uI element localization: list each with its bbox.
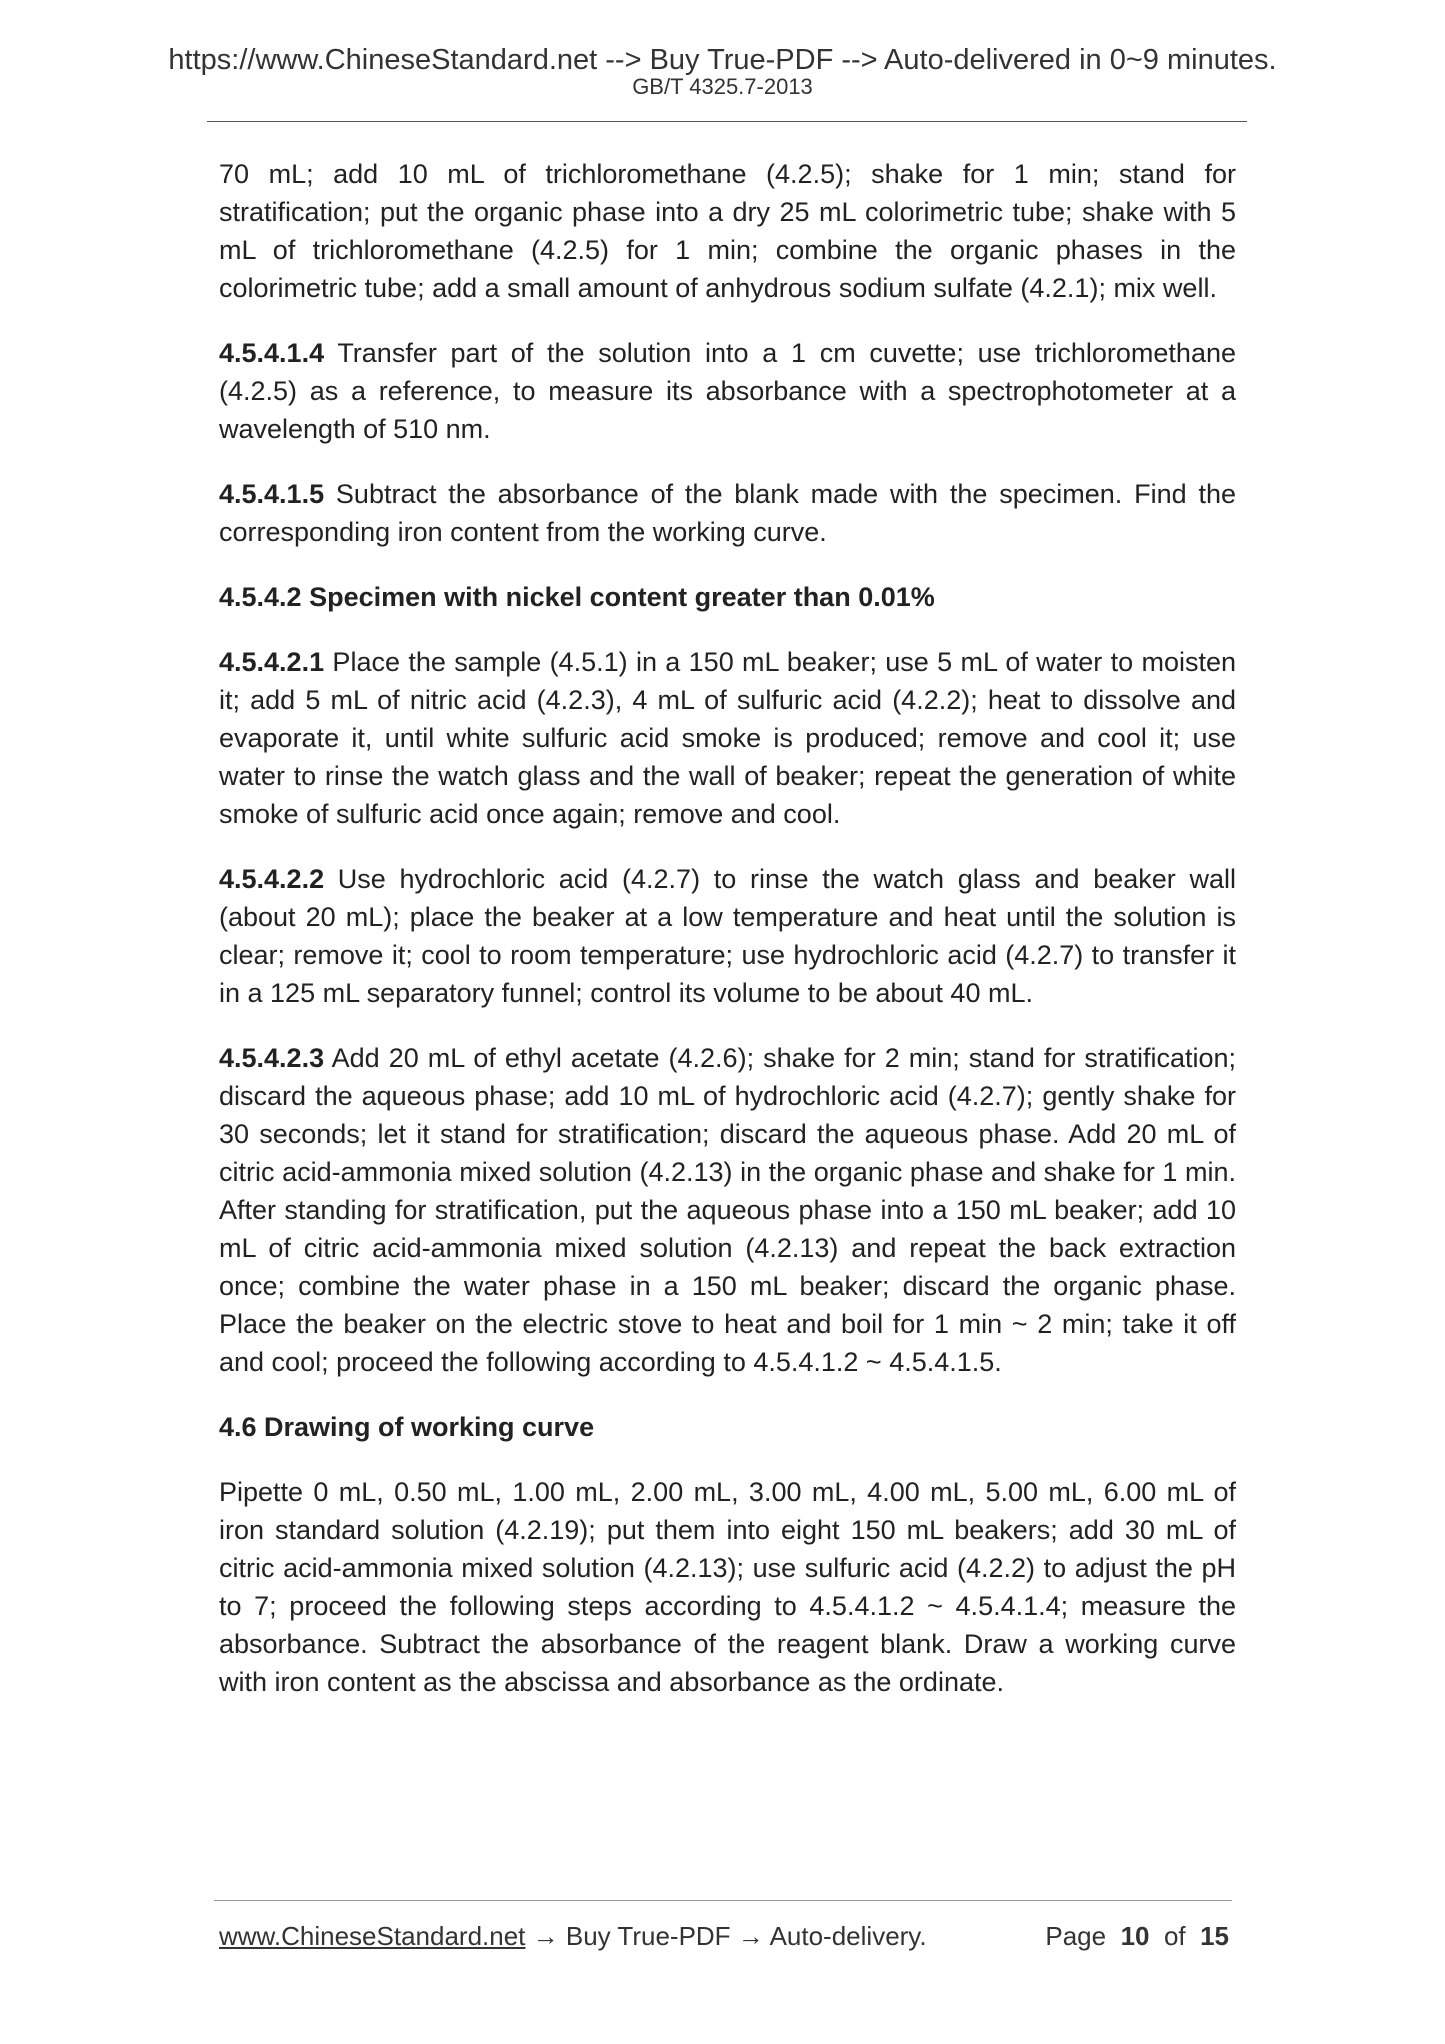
footer-tagline: → Buy True-PDF → Auto-delivery. (525, 1921, 927, 1951)
top-banner: https://www.ChineseStandard.net --> Buy True-PDF --> Auto-delivered in 0~9 minutes. (168, 44, 1277, 76)
page-total: 15 (1200, 1921, 1229, 1951)
page-label: Page (1045, 1921, 1107, 1951)
page-current: 10 (1120, 1921, 1150, 1951)
header-divider (207, 121, 1247, 122)
clause-number: 4.5.4.2.1 (219, 647, 325, 677)
paragraph-4-5-4-1-5 (219, 475, 1236, 551)
standard-code: GB/T 4325.7-2013 (632, 74, 813, 99)
clause-text: Add 20 mL of ethyl acetate (4.2.6); shake for 2 min; stand for stratification; discard the aqueous phase; add 10 mL of hydrochloric acid (4.2.7); gently shake for 30 seconds; let it stand for stratification; discard the aqueous phase. Add 20 mL of citric acid-ammonia mixed solution (4.2.13) in the organic phase and shake for 1 min. After standing for stratification, put the aqueous phase into a 150 mL beaker; add 10 mL of citric acid-ammonia mixed solution (4.2.13) and repeat the back extraction once; combine the water phase in a 150 mL beaker; discard the organic phase. Place the beaker on the electric stove to heat and boil for 1 min ~ 2 min; take it off and cool; proceed the following according to 4.5.4.1.2 ~ 4.5.4.1.5. (219, 1043, 1236, 1377)
website-link[interactable]: www.ChineseStandard.net (219, 1921, 526, 1951)
clause-number: 4.5.4.1.5 (219, 479, 325, 509)
paragraph-working-curve: Pipette 0 mL, 0.50 mL, 1.00 mL, 2.00 mL, 3.00 mL, 4.00 mL, 5.00 mL, 6.00 mL of iron standard solution (4.2.19); put them into eight 150 mL beakers; add 30 mL of citric acid-ammonia mixed solution (4.2.13); use sulfuric acid (4.2.2) to adjust the pH to 7; proceed the following steps according to 4.5.4.1.2 ~ 4.5.4.1.4; measure the absorbance. Subtract the absorbance of the reagent blank. Draw a working curve with iron content as the abscissa and absorbance as the ordinate. (219, 1477, 1236, 1697)
page-content (219, 155, 1236, 1728)
clause-number: 4.5.4.1.4 (219, 338, 325, 368)
paragraph-4-5-4-2-3 (219, 1039, 1236, 1381)
section-heading-4-6: 4.6 Drawing of working curve (219, 1412, 595, 1442)
page-of: of (1163, 1921, 1186, 1951)
footer-divider (214, 1900, 1232, 1901)
clause-text: Place the sample (4.5.1) in a 150 mL beaker; use 5 mL of water to moisten it; add 5 mL of nitric acid (4.2.3), 4 mL of sulfuric acid (4.2.2); heat to dissolve and evaporate it, until white sulfuric acid smoke is produced; remove and cool it; use water to rinse the watch glass and the wall of beaker; repeat the generation of white smoke of sulfuric acid once again; remove and cool. (219, 647, 1236, 829)
footer-left (219, 1919, 927, 1953)
paragraph-4-5-4-2-1 (219, 643, 1236, 833)
page-number (1045, 1919, 1229, 1953)
section-heading-4-5-4-2: 4.5.4.2 Specimen with nickel content greater than 0.01% (219, 582, 935, 612)
paragraph-continuation: 70 mL; add 10 mL of trichloromethane (4.2.5); shake for 1 min; stand for stratification; put the organic phase into a dry 25 mL colorimetric tube; shake with 5 mL of trichloromethane (4.2.5) for 1 min; combine the organic phases in the colorimetric tube; add a small amount of anhydrous sodium sulfate (4.2.1); mix well. (219, 159, 1236, 303)
clause-number: 4.5.4.2.3 (219, 1043, 325, 1073)
clause-text: Transfer part of the solution into a 1 cm cuvette; use trichloromethane (4.2.5) as a reference, to measure its absorbance with a spectrophotometer at a wavelength of 510 nm. (219, 338, 1236, 444)
paragraph-4-5-4-1-4 (219, 334, 1236, 448)
clause-text: Use hydrochloric acid (4.2.7) to rinse the watch glass and beaker wall (about 20 mL); place the beaker at a low temperature and heat until the solution is clear; remove it; cool to room temperature; use hydrochloric acid (4.2.7) to transfer it in a 125 mL separatory funnel; control its volume to be about 40 mL. (219, 864, 1236, 1008)
paragraph-4-5-4-2-2 (219, 860, 1236, 1012)
clause-text: Subtract the absorbance of the blank made with the specimen. Find the corresponding iron content from the working curve. (219, 479, 1236, 547)
clause-number: 4.5.4.2.2 (219, 864, 325, 894)
